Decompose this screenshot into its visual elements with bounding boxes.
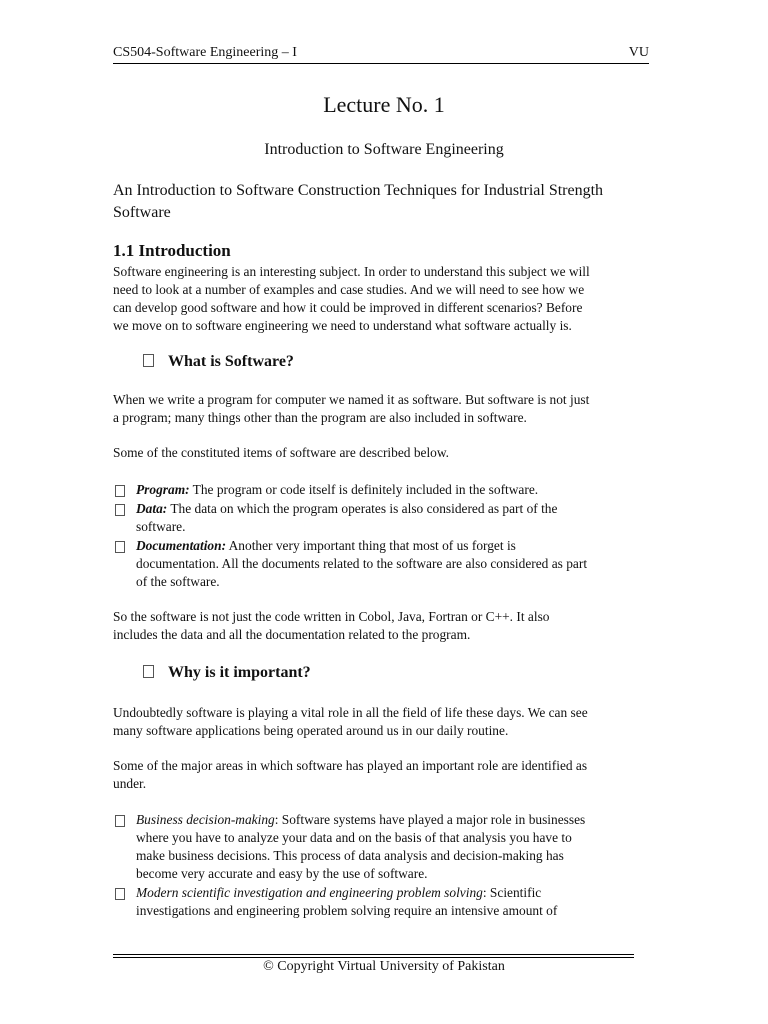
paragraph-line: Some of the constituted items of software are described below. (113, 445, 450, 460)
item-text: make business decisions. This process of data analysis and decision-making has (136, 848, 564, 863)
why-important-heading (143, 664, 311, 682)
item-text: documentation. All the documents related to the software are also considered as part (136, 556, 588, 571)
page-header (113, 44, 649, 64)
item-text: of the software. (136, 574, 220, 589)
what-is-paragraph-3 (113, 608, 653, 644)
list-item (113, 884, 653, 920)
item-sep: : (162, 501, 168, 516)
lecture-subheading (113, 180, 673, 224)
intro-paragraph (113, 263, 653, 335)
bullet-box-icon (115, 541, 125, 553)
item-text: Another very important thing that most of us forget is (226, 538, 516, 553)
bullet-box-icon (115, 504, 125, 516)
item-sep: : (221, 538, 227, 553)
paragraph-line: Software engineering is an interesting subject. In order to understand this subject we will (113, 264, 590, 279)
bullet-box-icon (115, 888, 125, 900)
item-text: The data on which the program operates is also considered as part of the (167, 501, 558, 516)
paragraph-line: So the software is not just the code written in Cobol, Java, Fortran or C++. It also (113, 609, 550, 624)
heading-text: What is Software? (168, 353, 294, 370)
paragraph-line: under. (113, 776, 147, 791)
item-text: : Scientific (482, 885, 542, 900)
what-is-software-heading (143, 353, 294, 371)
item-text: where you have to analyze your data and on the basis of that analysis you have to (136, 830, 572, 845)
item-text: investigations and engineering problem solving require an intensive amount of (136, 903, 558, 918)
item-text: become very accurate and easy by the use of software. (136, 866, 428, 881)
paragraph-line: Undoubtedly software is playing a vital role in all the field of life these days. We can see (113, 705, 588, 720)
paragraph-line: Some of the major areas in which software has played an important role are identified as (113, 758, 588, 773)
bullet-box-icon (143, 665, 154, 678)
item-text: software. (136, 519, 186, 534)
paragraph-line: many software applications being operated around us in our daily routine. (113, 723, 509, 738)
paragraph-line: need to look at a number of examples and case studies. And we will need to see how we (113, 282, 585, 297)
bullet-box-icon (143, 354, 154, 367)
heading-text: Why is it important? (168, 664, 311, 681)
lecture-subtitle: Introduction to Software Engineering (264, 141, 504, 158)
item-term: Business decision-making (136, 812, 275, 827)
bullet-box-icon (115, 485, 125, 497)
why-paragraph-2 (113, 757, 653, 793)
paragraph-line: a program; many things other than the program are also included in software. (113, 410, 527, 425)
paragraph-line: we move on to software engineering we need to understand what software actually is. (113, 318, 572, 333)
course-title: CS504-Software Engineering – I (113, 45, 297, 60)
paragraph-line: includes the data and all the documentation related to the program. (113, 627, 471, 642)
bullet-box-icon (115, 815, 125, 827)
footer-divider (113, 954, 634, 955)
footer-divider (113, 957, 634, 958)
section-heading: 1.1 Introduction (113, 241, 231, 260)
subheading-line: Software (113, 204, 171, 221)
list-item (113, 500, 653, 536)
what-is-paragraph-2 (113, 444, 653, 462)
item-text: The program or code itself is definitely included in the software. (189, 482, 539, 497)
lecture-title: Lecture No. 1 (323, 92, 445, 117)
university-abbrev: VU (628, 45, 649, 60)
list-item (113, 811, 653, 883)
copyright-footer: © Copyright Virtual University of Pakistan (263, 959, 505, 974)
item-term: Documentation (136, 538, 222, 553)
list-item (113, 481, 653, 499)
what-is-paragraph-1 (113, 391, 653, 427)
item-term: Program (136, 482, 186, 497)
item-text: : Software systems have played a major role in businesses (274, 812, 586, 827)
item-sep: : (185, 482, 190, 497)
subheading-line: An Introduction to Software Construction Techniques for Industrial Strength (113, 182, 604, 199)
list-item (113, 537, 653, 591)
paragraph-line: When we write a program for computer we named it as software. But software is not just (113, 392, 590, 407)
item-term: Modern scientific investigation and engineering problem solving (136, 885, 483, 900)
why-paragraph-1 (113, 704, 653, 740)
paragraph-line: can develop good software and how it could be improved in different scenarios? Before (113, 300, 583, 315)
item-term: Data (136, 501, 163, 516)
